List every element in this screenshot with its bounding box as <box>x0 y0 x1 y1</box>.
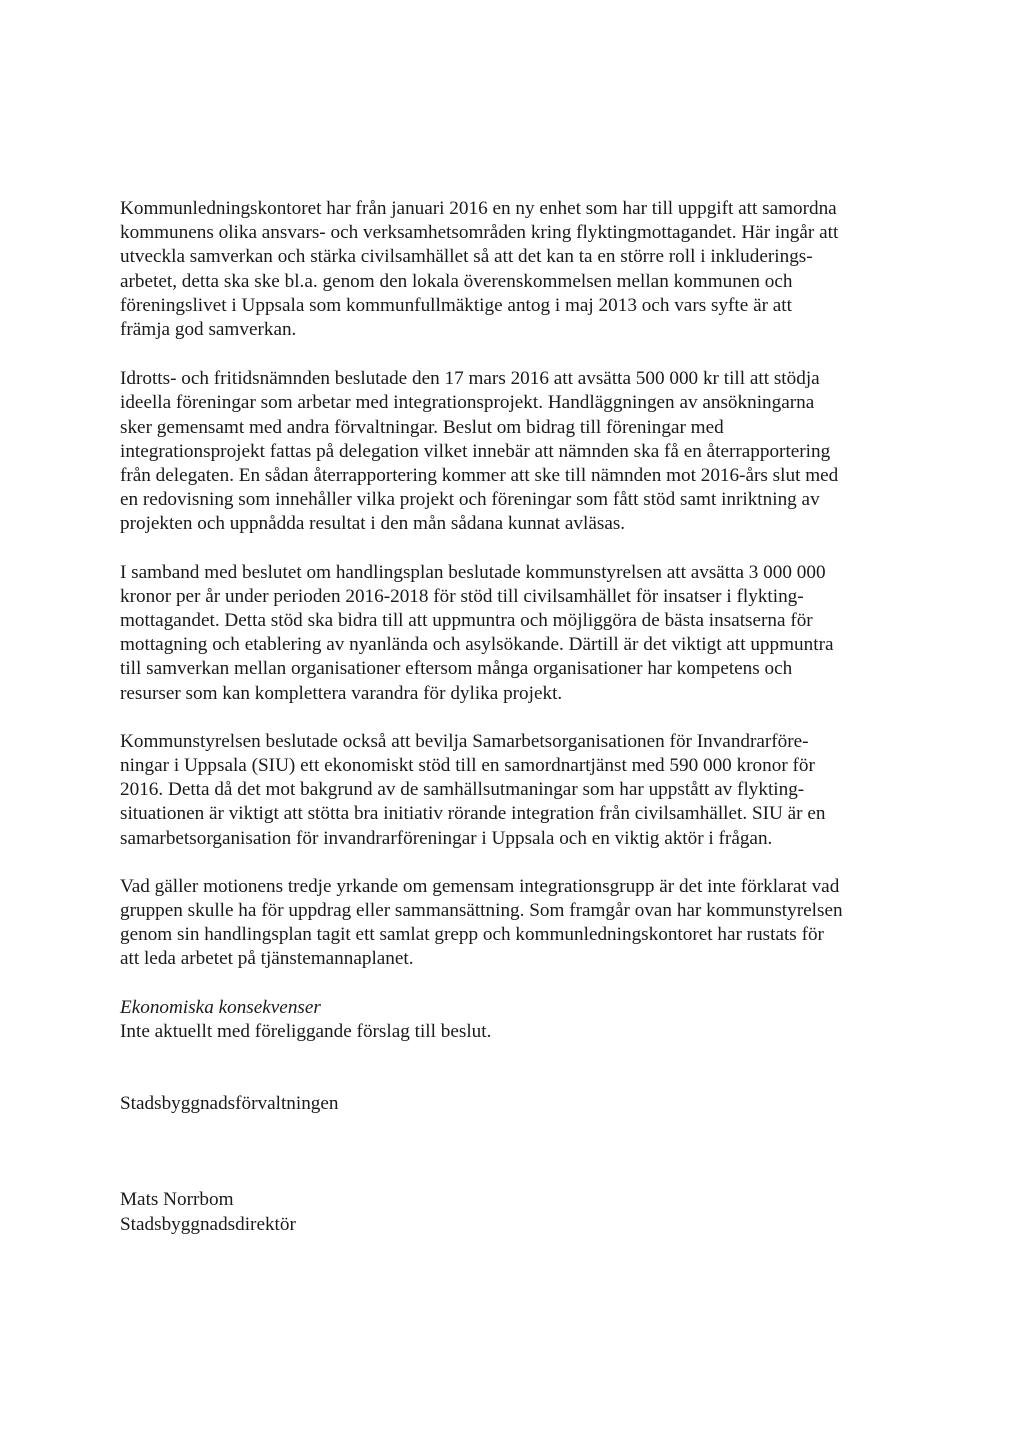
text-line: kommunens olika ansvars- och verksamhetsområden kring flyktingmottagandet. Här ingår att <box>120 222 839 244</box>
paragraph-handlingsplan <box>120 561 910 706</box>
text-line: föreningslivet i Uppsala som kommunfullmäktige antog i maj 2013 och vars syfte är att <box>120 294 792 316</box>
text-line: samarbetsorganisation för invandrarföreningar i Uppsala och en viktig aktör i frågan. <box>120 827 773 849</box>
signatory-title: Stadsbyggnadsdirektör <box>120 1213 296 1235</box>
paragraph-kommunledningskontoret <box>120 197 910 342</box>
paragraph-integrationsgrupp <box>120 875 910 972</box>
text-line: från delegaten. En sådan återrapportering kommer att ske till nämnden mot 2016-års slut med <box>120 465 839 487</box>
text-line: Idrotts- och fritidsnämnden beslutade den 17 mars 2016 att avsätta 500 000 kr till att stödja <box>120 368 820 390</box>
text-line: Kommunledningskontoret har från januari 2016 en ny enhet som har till uppgift att samordna <box>120 198 837 219</box>
text-line: kronor per år under perioden 2016-2018 för stöd till civilsamhället för insatser i flykting- <box>120 585 804 607</box>
text-line: sker gemensamt med andra förvaltningar. Beslut om bidrag till föreningar med <box>120 416 724 438</box>
text-line: resurser som kan komplettera varandra för dylika projekt. <box>120 682 563 704</box>
text-line: I samband med beslutet om handlingsplan beslutade kommunstyrelsen att avsätta 3 000 000 <box>120 561 826 583</box>
document-body <box>120 197 910 1237</box>
economics-section <box>120 996 910 1044</box>
text-line: arbetet, detta ska ske bl.a. genom den lokala överenskommelsen mellan kommunen och <box>120 270 793 292</box>
text-line: till samverkan mellan organisationer eftersom många organisationer har kompetens och <box>120 658 793 680</box>
paragraph-idrotts-och-fritidsnamnden <box>120 367 910 536</box>
text-line: integrationsprojekt fattas på delegation vilket innebär att nämnden ska få en återrapportering <box>120 440 831 462</box>
text-line: ideella föreningar som arbetar med integrationsprojekt. Handläggningen av ansökningarna <box>120 392 815 414</box>
text-line: mottagning och etablering av nyanlända och asylsökande. Därtill är det viktigt att uppmuntra <box>120 634 834 656</box>
text-line: Vad gäller motionens tredje yrkande om gemensam integrationsgrupp är det inte förklarat vad <box>120 875 840 897</box>
text-line: mottagandet. Detta stöd ska bidra till att uppmuntra och möjliggöra de bästa insatserna för <box>120 610 813 632</box>
text-line: gruppen skulle ha för uppdrag eller sammansättning. Som framgår ovan har kommunstyrelsen <box>120 900 843 922</box>
department-section <box>120 1092 910 1116</box>
text-line: genom sin handlingsplan tagit ett samlat grepp och kommunledningskontoret har rustats för <box>120 924 824 946</box>
text-line: att leda arbetet på tjänstemannaplanet. <box>120 948 414 970</box>
paragraph-siu <box>120 730 910 851</box>
department-name: Stadsbyggnadsförvaltningen <box>120 1093 339 1115</box>
economics-heading: Ekonomiska konsekvenser <box>120 996 321 1018</box>
text-line: ningar i Uppsala (SIU) ett ekonomiskt stöd till en samordnartjänst med 590 000 kronor för <box>120 755 815 777</box>
economics-text: Inte aktuellt med föreliggande förslag till beslut. <box>120 1020 492 1042</box>
text-line: situationen är viktigt att stötta bra initiativ rörande integration från civilsamhället. SIU är en <box>120 803 826 825</box>
text-line: projekten och uppnådda resultat i den mån sådana kunnat avläsas. <box>120 513 626 535</box>
text-line: Kommunstyrelsen beslutade också att bevilja Samarbetsorganisationen för Invandrarföre- <box>120 730 809 752</box>
text-line: 2016. Detta då det mot bakgrund av de samhällsutmaningar som har uppstått av flykting- <box>120 779 805 801</box>
signatory-name: Mats Norrbom <box>120 1189 234 1211</box>
text-line: en redovisning som innehåller vilka projekt och föreningar som fått stöd samt inriktning av <box>120 489 820 511</box>
text-line: främja god samverkan. <box>120 319 297 341</box>
text-line: utveckla samverkan och stärka civilsamhället så att det kan ta en större roll i inkluderings- <box>120 246 813 268</box>
signature-block <box>120 1188 910 1236</box>
